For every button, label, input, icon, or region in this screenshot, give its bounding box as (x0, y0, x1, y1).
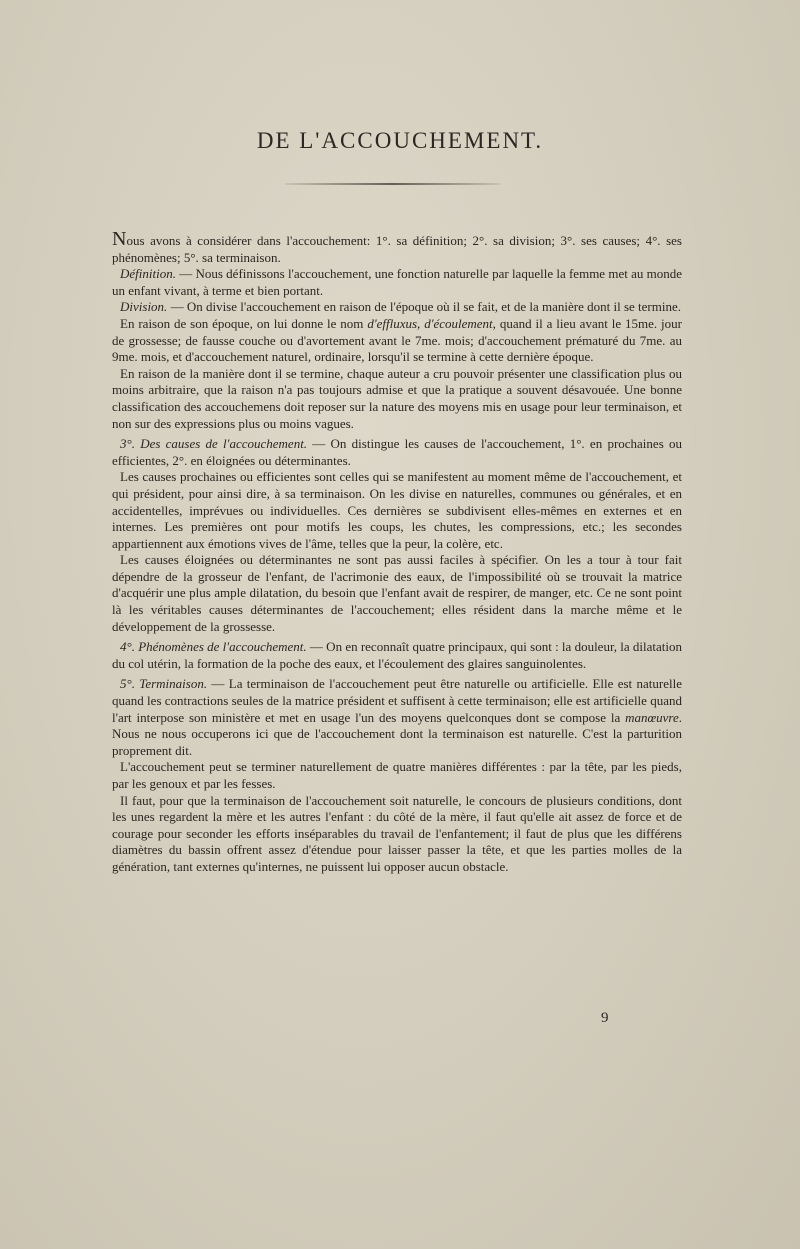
initial-letter: N (112, 228, 127, 250)
division-maniere-paragraph: En raison de la manière dont il se termine, chaque auteur a cru pouvoir présenter une classification plus ou moins arbitraire, que la raison n'a pas toujours admise et que la pratique a souvent désavouée. Une bonne classification des accouchemens doit reposer sur la nature des moyens mis en usage pour leur terminaison, et non sur des expressions plus ou moins vagues. (112, 365, 682, 431)
division-epoque-text-a: En raison de son époque, on lui donne le nom (120, 315, 368, 331)
division-epoque-text-b: , quand il a lieu avant le 15me. jour de grossesse; de fausse couche ou d'avortement avant le 7me. mois; d'accouchement prématuré du 7me. au 9me. mois, et d'accouchement naturel, ordinaire, lorsqu'il se termine à cette dernière époque. (112, 315, 682, 365)
intro-paragraph (112, 228, 682, 266)
phenomenes-text: — On en reconnaît quatre principaux, qui sont : la douleur, la dilatation du col utérin, la formation de la poche des eaux, et l'écoulement des glaires sanguinolentes. (112, 639, 682, 671)
chapter-title: DE L'ACCOUCHEMENT. (256, 128, 544, 153)
causes-prochaines-paragraph: Les causes prochaines ou efficientes sont celles qui se manifestent au moment même de l'accouchement, et qui président, pour ainsi dire, à sa terminaison. On les divise en naturelles, communes ou générales, et en accidentelles, imprévues ou individuelles. Ces dernières se subdivisent elles-mêmes en externes et en internes. Les premières ont pour motifs les coups, les chutes, les compressions, etc.; les secondes appartiennent aux émotions vives de l'âme, telles que la peur, la colère, etc. (112, 469, 682, 551)
terminaison-label: 5°. Terminaison. (120, 676, 208, 692)
division-epoque-paragraph (112, 316, 682, 366)
terminaison-text-a: — La terminaison de l'accouchement peut être naturelle ou artificielle. Elle est naturelle quand les contractions seules de la matrice président et suffisent à cette terminaison; elle est artificielle quand l'art interpose son ministère et met en usage l'un des moyens quelconques dont se compose la (112, 676, 682, 725)
terminaison-conditions-paragraph: Il faut, pour que la terminaison de l'accouchement soit naturelle, le concours de plusieurs conditions, dont les unes regardent la mère et les autres l'enfant : du côté de la mère, il faut qu'elle ait assez de force et de courage pour seconder les efforts inséparables du travail de l'enfantement; il faut de plus que les différens diamètres du bassin offrent assez d'étendue pour laisser passer la tête, et que les parties molles de la génération, tant externes qu'internes, ne puissent lui opposer aucun obstacle. (112, 792, 682, 874)
causes-paragraph (112, 436, 682, 469)
title-rule (285, 183, 500, 185)
definition-label: Définition. (120, 266, 176, 282)
causes-eloignees-paragraph: Les causes éloignées ou déterminantes ne sont pas aussi faciles à spécifier. On les a tour à tour fait dépendre de la grosseur de l'enfant, de l'acrimonie des eaux, de l'impossibilité où se trouvait la matrice d'acquérir une plus ample dilatation, du besoin que l'enfant avait de respirer, de manger, etc. Ce ne sont point là les véritables causes déterminantes de l'accouchement; elles résident dans la marche même et le développement de la grossesse. (112, 552, 682, 634)
page-number: 9 (601, 1010, 609, 1026)
phenomenes-label: 4°. Phénomènes de l'accouchement. (120, 639, 307, 655)
division-text: — On divise l'accouchement en raison de l'époque où il se fait, et de la manière dont il se termine. (167, 299, 681, 315)
definition-text: — Nous définissons l'accouchement, une fonction naturelle par laquelle la femme met au monde un enfant vivant, à terme et bien portant. (112, 266, 682, 298)
phenomenes-paragraph (112, 639, 682, 672)
definition-paragraph (112, 266, 682, 299)
terminaison-manieres-paragraph: L'accouchement peut se terminer naturellement de quatre manières différentes : par la tête, par les pieds, par les genoux et par les fesses. (112, 759, 682, 791)
manoeuvre-term: manœuvre (625, 709, 679, 725)
terminaison-paragraph (112, 676, 682, 759)
division-label: Division. (120, 299, 168, 315)
intro-text: ous avons à considérer dans l'accouchement: 1°. sa définition; 2°. sa division; 3°. ses causes; 4°. ses phénomènes; 5°. sa terminaison. (112, 233, 682, 265)
terminaison-text-b: . Nous ne nous occuperons ici que de l'accouchement dont la terminaison est naturelle. C'est la parturition proprement dit. (112, 709, 682, 758)
causes-text: — On distingue les causes de l'accouchement, 1°. en prochaines ou efficientes, 2°. en éloignées ou déterminantes. (112, 436, 682, 468)
division-paragraph (112, 299, 682, 316)
body-text (112, 228, 682, 876)
division-epoque-terms: d'effluxus, d'écoulement (367, 315, 493, 331)
causes-label: 3°. Des causes de l'accouchement. (120, 436, 308, 452)
